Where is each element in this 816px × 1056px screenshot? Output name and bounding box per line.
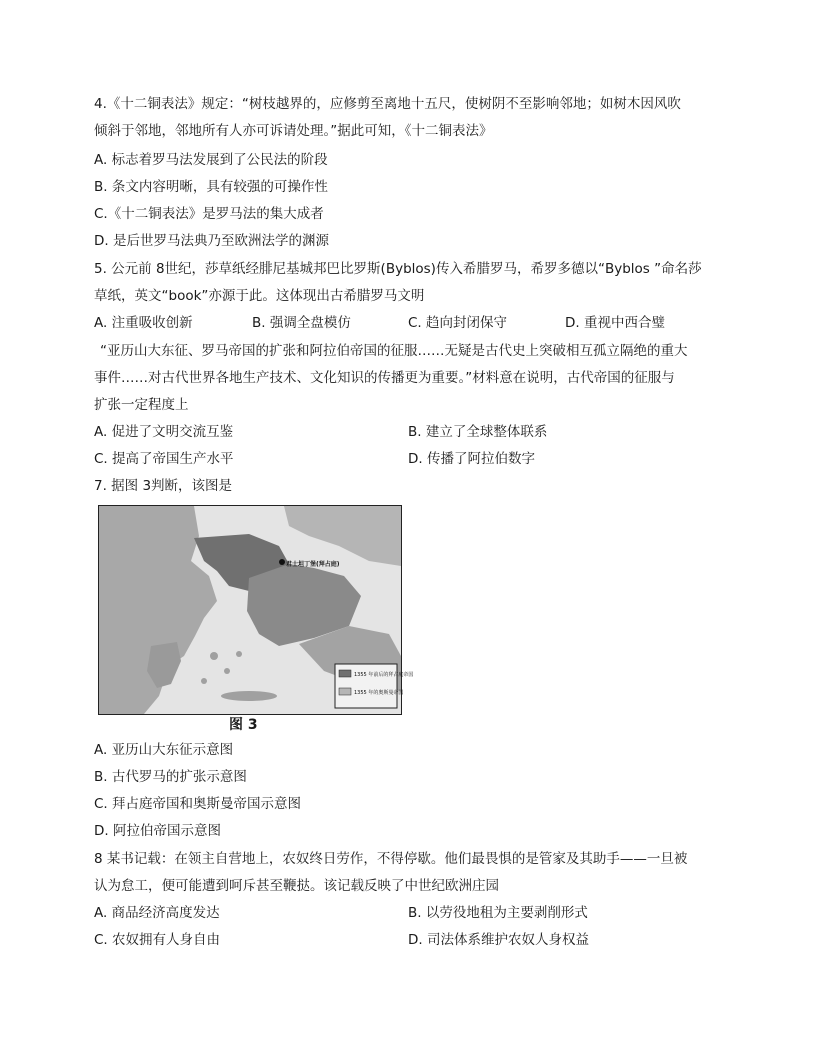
q7-option-d: D. 阿拉伯帝国示意图: [94, 823, 221, 839]
q6-option-c: C. 提高了帝国生产水平: [94, 451, 234, 467]
q5-option-b: B. 强调全盘模仿: [252, 315, 351, 331]
historical-map-figure: [98, 505, 414, 715]
q8-option-c: C. 农奴拥有人身自由: [94, 932, 221, 948]
q4-option-a: A. 标志着罗马法发展到了公民法的阶段: [94, 152, 328, 168]
q5-option-d: D. 重视中西合璧: [565, 315, 665, 331]
q7-option-c: C. 拜占庭帝国和奥斯曼帝国示意图: [94, 796, 302, 812]
q7-option-a: A. 亚历山大东征示意图: [94, 742, 234, 758]
island: [201, 678, 207, 684]
crete: [221, 691, 277, 701]
city-marker-icon: [279, 559, 285, 565]
figure-caption: 图 3: [229, 717, 258, 733]
q6-option-b: B. 建立了全球整体联系: [408, 424, 548, 440]
q4-option-c: C.《十二铜表法》是罗马法的集大成者: [94, 206, 324, 222]
q8-stem-line2: 认为怠工，便可能遭到呵斥甚至鞭挞。该记载反映了中世纪欧洲庄园: [94, 878, 499, 894]
island: [210, 652, 218, 660]
q6-option-a: A. 促进了文明交流互鉴: [94, 424, 234, 440]
legend-label-ottoman: 1355 年的奥斯曼帝国: [354, 690, 404, 696]
q5-option-a: A. 注重吸收创新: [94, 315, 193, 331]
q8-option-d: D. 司法体系维护农奴人身权益: [408, 932, 589, 948]
q5-stem-line1: 5. 公元前 8世纪，莎草纸经腓尼基城邦巴比罗斯(Byblos)传入希腊罗马，希罗多德以“Byblos ”命名莎: [94, 261, 702, 277]
q5-stem-line2: 草纸，英文“book”亦源于此。这体现出古希腊罗马文明: [94, 288, 425, 304]
city-label: 君士坦丁堡(拜占庭): [286, 561, 340, 568]
q4-option-b: B. 条文内容明晰，具有较强的可操作性: [94, 179, 328, 195]
q8-option-b: B. 以劳役地租为主要剥削形式: [408, 905, 588, 921]
legend-label-byzantine: 1355 年前后的拜占庭帝国: [354, 672, 414, 678]
q5-option-c: C. 趋向封闭保守: [408, 315, 508, 331]
q7-stem: 7. 据图 3判断，该图是: [94, 478, 233, 494]
q8-stem-line1: 8 某书记载：在领主自营地上，农奴终日劳作，不得停歇。他们最畏惧的是管家及其助手——一旦被: [94, 851, 688, 867]
legend-swatch-byzantine: [339, 670, 351, 677]
q7-option-b: B. 古代罗马的扩张示意图: [94, 769, 247, 785]
q6-option-d: D. 传播了阿拉伯数字: [408, 451, 535, 467]
q4-option-d: D. 是后世罗马法典乃至欧洲法学的渊源: [94, 233, 329, 249]
q6-stem-line3: 扩张一定程度上: [94, 397, 189, 413]
island: [224, 668, 230, 674]
map-graphic: [99, 506, 414, 714]
q6-stem-line2: 事件……对古代世界各地生产技术、文化知识的传播更为重要。”材料意在说明，古代帝国的征服与: [94, 370, 675, 386]
q4-stem-line2: 倾斜于邻地，邻地所有人亦可诉请处理。”据此可知，《十二铜表法》: [94, 123, 493, 139]
q4-stem-line1: 4.《十二铜表法》规定：“树枝越界的，应修剪至离地十五尺，使树阴不至影响邻地；如树木因风吹: [94, 96, 681, 112]
legend-swatch-ottoman: [339, 688, 351, 695]
q6-stem-line1: “亚历山大东征、罗马帝国的扩张和阿拉伯帝国的征服……无疑是古代史上突破相互孤立隔绝的重大: [100, 343, 688, 359]
q8-option-a: A. 商品经济高度发达: [94, 905, 220, 921]
island: [236, 651, 242, 657]
